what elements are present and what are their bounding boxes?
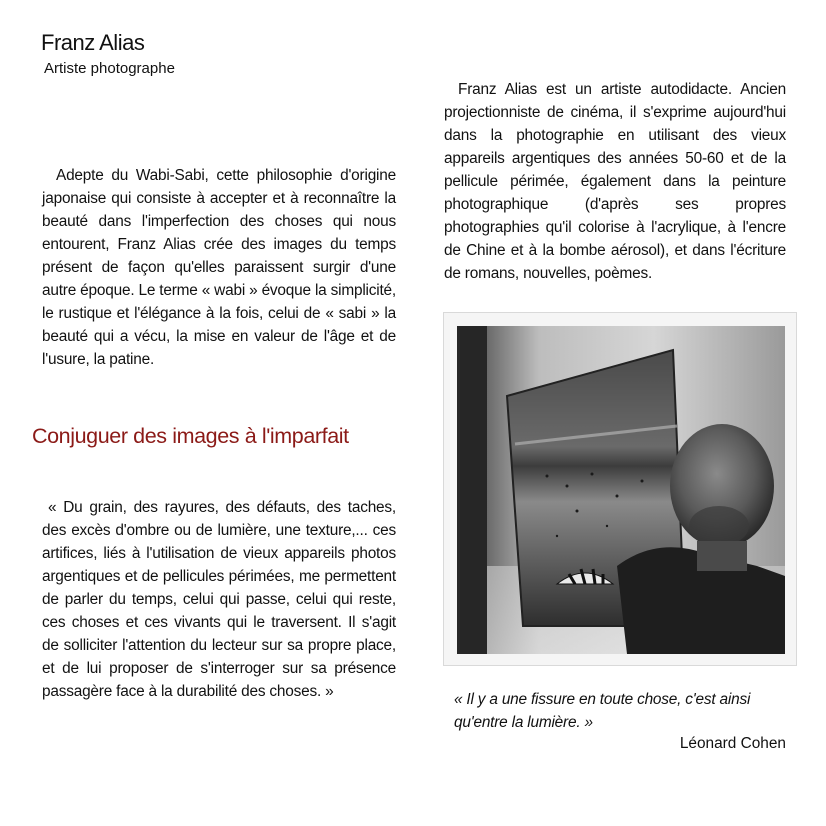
- artist-photo: [457, 326, 785, 654]
- artist-subtitle: Artiste photographe: [44, 60, 175, 77]
- artist-quote-paragraph: « Du grain, des rayures, des défauts, des taches, des excès d'ombre ou de lumière, une texture,... ces artifices, liés à l'utilisation de vieux appareils photos argentiques et de pellicules périmées, me permettent de parler du temps, celui qui passe, celui qui reste, ces choses et ces vivants qui le traversent. Il s'agit de solliciter l'attention du lecteur sur sa propre place, et de lui proposer de s'interroger sur sa présence passagère face à la durabilité des choses. »: [42, 499, 396, 700]
- section-heading: Conjuguer des images à l'imparfait: [32, 424, 349, 448]
- cohen-author: Léonard Cohen: [679, 735, 786, 752]
- intro-biography-paragraph: Franz Alias est un artiste autodidacte. Ancien projectionniste de cinéma, il s'exprime aujourd'hui dans la photographie en utilisant des vieux appareils argentiques des années 50-60 et de la pellicule périmée, également dans la peinture photographique (d'après ses propres photographies qu'il colorise à l'acrylique, à l'encre de Chine et à la bombe aérosol), et dans l'écriture de romans, nouvelles, poèmes.: [444, 81, 786, 282]
- artist-photo-image: [457, 326, 785, 654]
- wabi-sabi-paragraph: Adepte du Wabi-Sabi, cette philosophie d'origine japonaise qui consiste à accepter et à reconnaître la beauté dans l'imperfection des choses qui nous entourent, Franz Alias crée des images du temps présent de façon qu'elles paraissent surgir d'une autre époque. Le terme « wabi » évoque la simplicité, le rustique et l'élégance à la fois, celui de « sabi » la beauté qui a vécu, la mise en valeur de l'âge et de l'usure, la patine.: [42, 167, 396, 368]
- artist-name: Franz Alias: [41, 30, 145, 55]
- cohen-quote: « Il y a une fissure en toute chose, c'est ainsi qu'entre la lumière. »: [454, 691, 751, 731]
- artist-photo-frame: [443, 312, 797, 666]
